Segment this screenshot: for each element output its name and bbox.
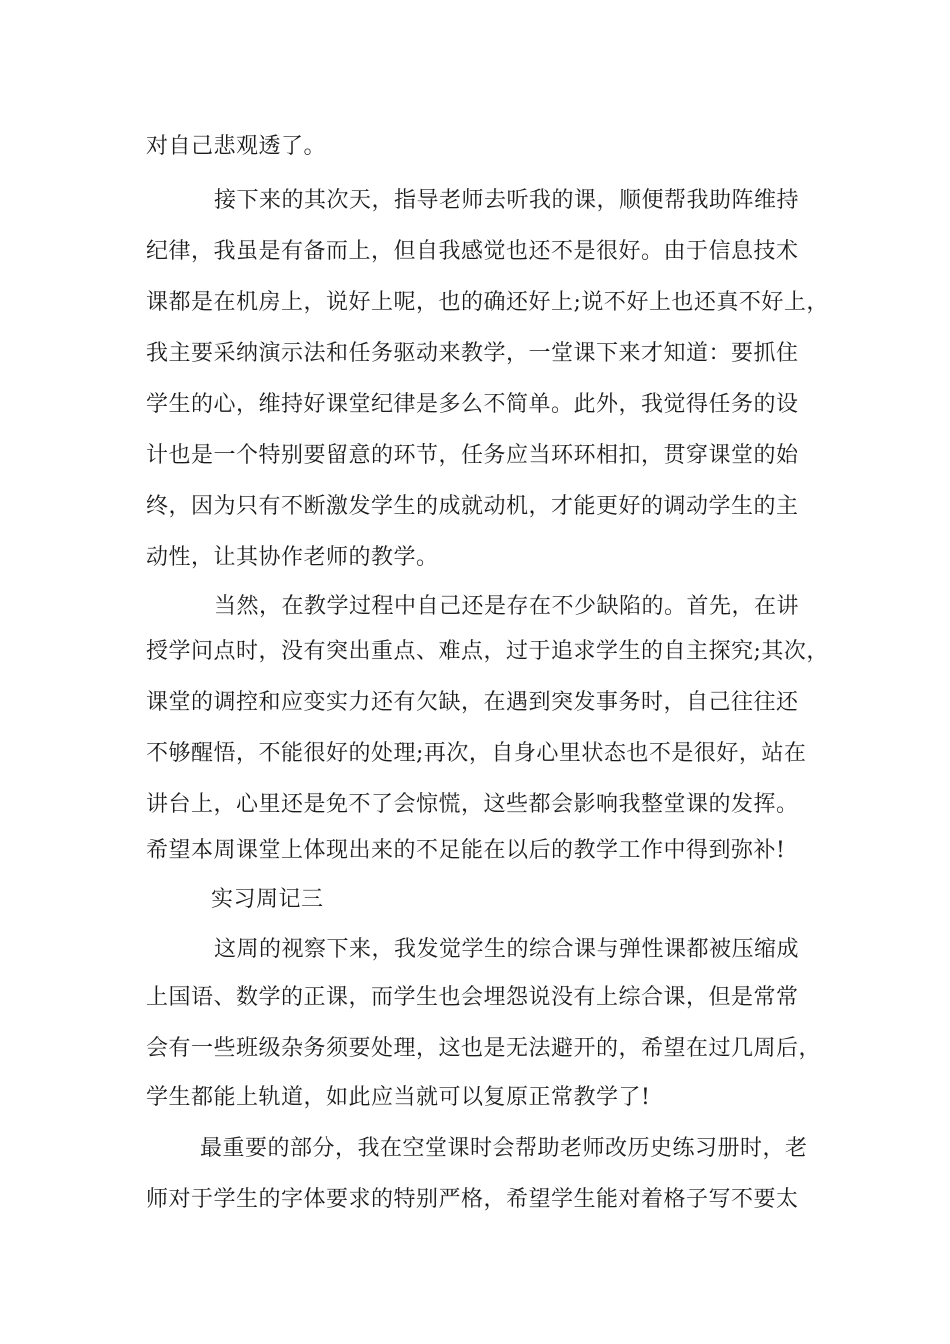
text-line: 学生都能上轨道，如此应当就可以复原正常教学了! xyxy=(146,1085,651,1110)
text-line: 授学问点时，没有突出重点、难点，过于追求学生的自主探究;其次， xyxy=(146,639,829,664)
section-heading: 实习周记三 xyxy=(211,887,324,912)
text-line: 讲台上，心里还是免不了会惊慌，这些都会影响我整堂课的发挥。 xyxy=(146,792,799,817)
text-line: 计也是一个特别要留意的环节，任务应当环环相扣，贯穿课堂的始 xyxy=(146,443,799,468)
text-line: 学生的心，维持好课堂纪律是多么不简单。此外，我觉得任务的设 xyxy=(146,392,799,417)
text-line: 对自己悲观透了。 xyxy=(146,134,327,159)
text-line: 终，因为只有不断激发学生的成就动机，才能更好的调动学生的主 xyxy=(146,494,799,519)
text-line: 动性，让其协作老师的教学。 xyxy=(146,545,439,570)
text-line: 这周的视察下来，我发觉学生的综合课与弹性课都被压缩成 xyxy=(214,937,800,962)
text-line: 师对于学生的字体要求的特别严格，希望学生能对着格子写不要太 xyxy=(146,1187,799,1212)
text-line: 不够醒悟，不能很好的处理;再次，自身心里状态也不是很好，站在 xyxy=(146,741,807,766)
text-line: 当然，在教学过程中自己还是存在不少缺陷的。首先，在讲 xyxy=(214,594,800,619)
text-line: 上国语、数学的正课，而学生也会埋怨说没有上综合课，但是常常 xyxy=(146,985,799,1010)
text-line: 我主要采纳演示法和任务驱动来教学，一堂课下来才知道：要抓住 xyxy=(146,341,799,366)
text-line: 最重要的部分，我在空堂课时会帮助老师改历史练习册时，老 xyxy=(200,1136,808,1161)
text-line: 课都是在机房上，说好上呢，也的确还好上;说不好上也还真不好上， xyxy=(146,290,829,315)
text-line: 希望本周课堂上体现出来的不足能在以后的教学工作中得到弥补! xyxy=(146,838,786,863)
text-line: 会有一些班级杂务须要处理，这也是无法避开的，希望在过几周后， xyxy=(146,1036,822,1061)
text-line: 接下来的其次天，指导老师去听我的课，顺便帮我助阵维持 xyxy=(214,188,800,213)
text-line: 纪律，我虽是有备而上，但自我感觉也还不是很好。由于信息技术 xyxy=(146,239,799,264)
text-line: 课堂的调控和应变实力还有欠缺，在遇到突发事务时，自己往往还 xyxy=(146,690,799,715)
